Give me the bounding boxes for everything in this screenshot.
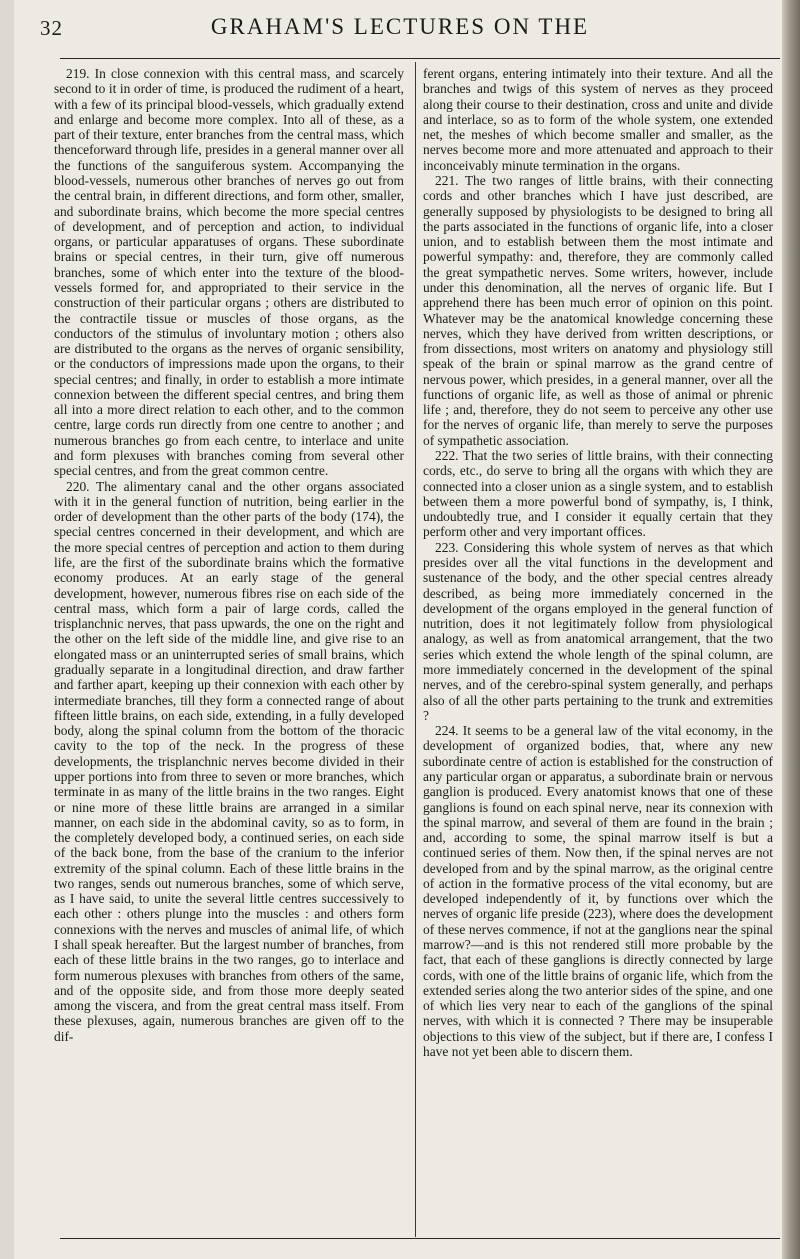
paragraph-221: 221. The two ranges of little brains, with their connecting cords and other branches which I have just described, are generally supposed by physiologists to be designed to bring all the parts associated in the functions of organic life, into a closer union, and to establish between them the most intimate and powerful sympathy: and, therefore, they are commonly called the great sympathetic nerves. Some writers, however, include under this denomination, all the nerves of organic life. But I apprehend there has been much error of opinion on this point. Whatever may be the anatomical knowledge concerning these nerves, which they have derived from written descriptions, or from dissections, most writers on anatomy and physiology still speak of the brain or spinal marrow as the grand centre of nervous power, which presides, in a general manner, over all the functions of organic life, as well as those of animal or phrenic life ; and, therefore, they do not seem to perceive any other use for the nerves of organic life, than merely to serve the purposes of sympathetic association.	[423, 172, 773, 448]
right-column	[423, 66, 773, 1059]
page-header	[40, 10, 780, 56]
paragraph-223: 223. Considering this whole system of nerves as that which presides over all the vital functions in the development and sustenance of the body, and the other special centres already described, as being more immediately concerned in the development of the organs employed in the general function of nutrition, does it not legitimately follow from physiological analogy, as well as from anatomical arrangement, that the two series which extend the whole length of the spinal column, are more immediately concerned in the development of the spinal nerves, and of the cerebro-spinal system generally, and perhaps also of all the other parts pertaining to the trunk and extremities ?	[423, 539, 773, 723]
column-divider	[415, 62, 416, 1237]
left-column	[54, 66, 404, 1044]
footer-rule	[60, 1238, 780, 1239]
header-rule	[60, 58, 780, 59]
paragraph-222: 222. That the two series of little brains, with their connecting cords, etc., do serve to bring all the organs with which they are connected into a closer union as a single system, and to establish between them a more powerful bond of sympathy, is, I think, undoubtedly true, and I consider it equally certain that they perform other and very important offices.	[423, 448, 773, 540]
page-number: 32	[40, 16, 63, 40]
page-edge	[782, 0, 800, 1259]
paragraph-219: 219. In close connexion with this central mass, and scarcely second to it in order of time, is produced the rudiment of a heart, with a few of its principal blood-vessels, which gradually extend and enlarge and become more complex. Into all of these, as a part of their texture, enter branches from the central mass, which thenceforward through life, presides in a general manner over all the functions of the sanguiferous system. Accompanying the blood-vessels, numerous other branches of nerves go out from the central brain, in different directions, and form other, smaller, and subordinate brains, which become the more special centres of development, and of perception and action, to individual organs, or particular apparatuses of organs. These subordinate brains or special centres, in their turn, give off numerous branches, some of which enter into the texture of the blood-vessels formed for, and appropriated to their service in the construction of their particular organs ; others are distributed to the contractile tissue or muscles of those organs, as the conductors of the stimulus of involuntary motion ; others also are distributed to the organs as the nerves of organic sensibility, or the conductors of impressions made upon the organs, to their special centres; and finally, in order to establish a more intimate connexion between the different special centres, and bring them all into a more direct relation to each other, and to the common centre, large cords run directly from one centre to another ; and numerous branches go from each centre, to interlace and unite and form plexuses with branches coming from several other special centres, and from the great common centre.	[54, 66, 404, 479]
paragraph-220: 220. The alimentary canal and the other organs associated with it in the general function of nutrition, being earlier in the order of development than the other parts of the body (174), the special centres concerned in their development, and which are the more special centres of perception and action to them during life, are the first of the subordinate brains which the formative economy produces. At an early stage of the general development, however, numerous fibres rise on each side of the central mass, which form a pair of large cords, called the trisplanchnic nerves, that pass upwards, the one on the right and the other on the left side of the middle line, and give rise to an elongated mass or an uninterrupted series of small brains, which gradually separate in a longitudinal direction, and draw farther and farther apart, keeping up their connexion with each other by intermediate branches, till they form a connected range of about fifteen little brains, on each side, extending, in a fully developed body, along the spinal column from the bottom of the thoracic cavity to the top of the neck. In the progress of these developments, the trisplanchnic nerves become divided in their upper portions into from three to seven or more branches, which terminate in as many of the little brains in the two ranges. Eight or nine more of these little brains are arranged in a similar manner, on each side in the abdominal cavity, so as to form, in the completely developed body, a continued series, on each side of the back bone, from the base of the cranium to the inferior extremity of the spinal column. Each of these little brains in the two ranges, sends out numerous branches, some of which serve, as I have said, to unite the several little centres successively to each other : others plunge into the muscles : and others form connexions with the nerves and muscles of animal life, of which I shall speak hereafter. But the largest number of branches, from each of these little brains in the two ranges, go to interlace and form numerous plexuses with branches from others of the same, and of the opposite side, and from those more deeply seated among the viscera, and from the great central mass itself. From these plexuses, again, numerous branches are given off to the dif-	[54, 478, 404, 1044]
paragraph-224: 224. It seems to be a general law of the vital economy, in the development of organized bodies, that, where any new subordinate centre of action is established for the construction of any particular organ or apparatus, a subordinate brain or nervous ganglion is produced. Every anatomist knows that one of these ganglions is found on each spinal nerve, near its connexion with the spinal marrow, and several of them are found in the brain ; and, according to some, the spinal marrow itself is but a continued series of them. Now then, if the spinal nerves are not developed from and by the spinal marrow, as the original centre of action in the formative process of the vital economy, but are developed independently of it, by functions over which the nerves of organic life preside (223), where does the development of these nerves commence, if not at the ganglions near the spinal marrow?—and is this not rendered still more probable by the fact, that each of these ganglions is directly connected by large cords, with one of the little brains of organic life, which from the extended series along the two anterior sides of the spine, and one of which lies very near to each of the ganglions of the spinal nerves, with which it is connected ? There may be insuperable objections to this view of the subject, but if there are, I confess I have not yet been able to discern them.	[423, 723, 773, 1059]
paragraph-220-continued: ferent organs, entering intimately into their texture. And all the branches and twigs of this system of nerves as they proceed along their course to their destination, cross and unite and divide and interlace, so as to form of the whole system, one extended net, the meshes of which become smaller and smaller, as the nerves become more and more attenuated and approach to their inconceivably minute termination in the organs.	[423, 66, 773, 173]
running-title: GRAHAM'S LECTURES ON THE	[210, 14, 590, 39]
